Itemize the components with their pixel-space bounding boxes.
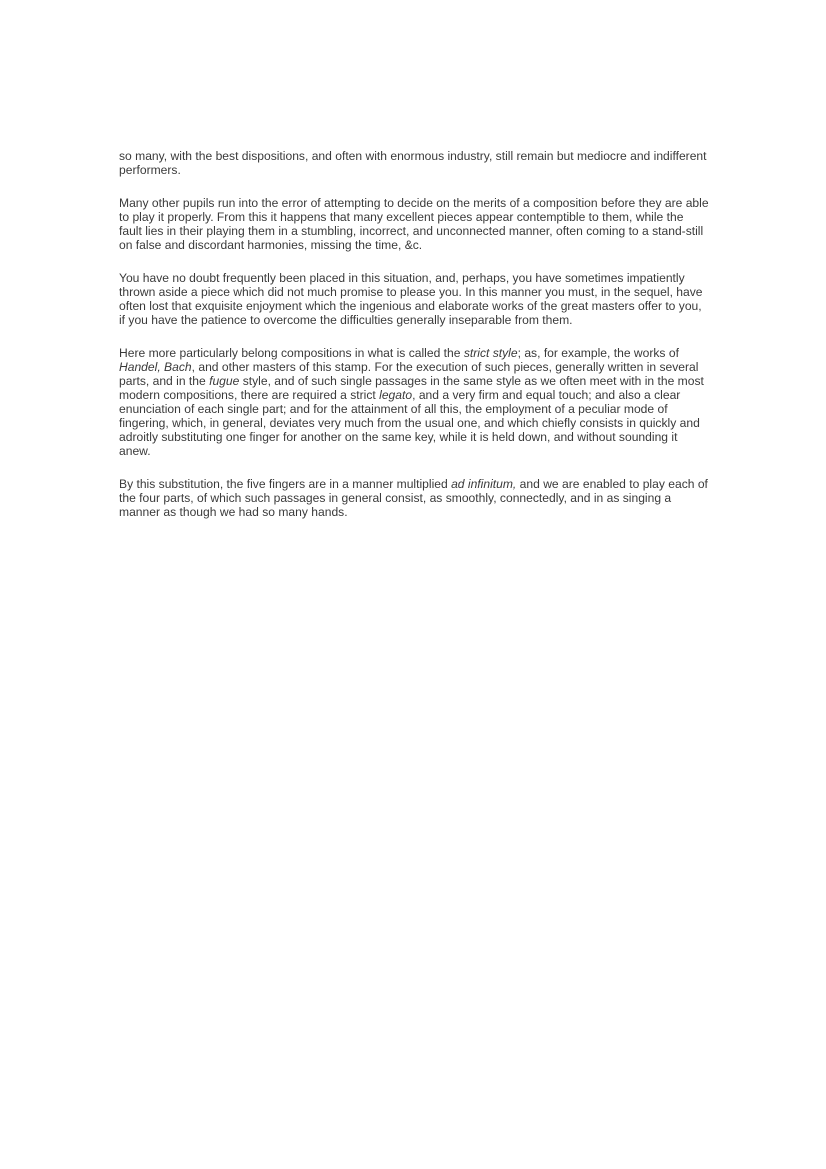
paragraph-4: Here more particularly belong compositions in what is called the strict style; as, for example, the works of Handel, Bach, and other masters of this stamp. For the execution of such pieces, generally written in several parts, and in the fugue style, and of such single passages in the same style as we often meet with in the most modern compositions, there are required a strict legato, and a very firm and equal touch; and also a clear enunciation of each single part; and for the attainment of all this, the employment of a peculiar mode of fingering, which, in general, deviates very much from the usual one, and which chiefly consists in quickly and adroitly substituting one finger for another on the same key, while it is held down, and without sounding it anew.	[119, 346, 704, 458]
italic-term: strict style	[463, 346, 518, 360]
italic-term: legato	[379, 388, 413, 402]
body-text	[119, 149, 709, 538]
italic-term: ad infinitum,	[451, 477, 517, 491]
paragraph-3: You have no doubt frequently been placed in this situation, and, perhaps, you have sometimes impatiently thrown aside a piece which did not much promise to please you. In this manner you must, in the sequel, have often lost that exquisite enjoyment which the ingenious and elaborate works of the great masters offer to you, if you have the patience to overcome the difficulties generally inseparable from them.	[119, 271, 703, 327]
italic-term: Handel, Bach	[119, 360, 192, 374]
paragraph-1: so many, with the best dispositions, and often with enormous industry, still remain but mediocre and indifferent performers.	[119, 149, 707, 177]
paragraph-5: By this substitution, the five fingers are in a manner multiplied ad infinitum, and we are enabled to play each of the four parts, of which such passages in general consist, as smoothly, connectedly, and in as singing a manner as though we had so many hands.	[119, 477, 708, 519]
italic-term: fugue	[209, 374, 240, 388]
paragraph-2: Many other pupils run into the error of attempting to decide on the merits of a composition before they are able to play it properly. From this it happens that many excellent pieces appear contemptible to them, while the fault lies in their playing them in a stumbling, incorrect, and unconnected manner, often coming to a stand-still on false and discordant harmonies, missing the time, &c.	[119, 196, 709, 252]
